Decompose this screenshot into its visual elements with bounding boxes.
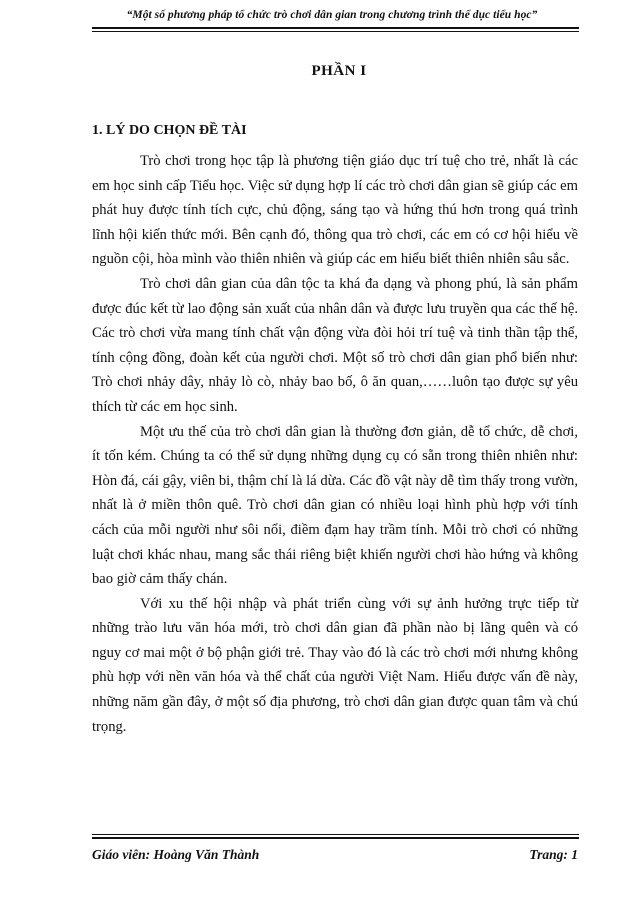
paragraph: Một ưu thế của trò chơi dân gian là thường đơn giản, dễ tổ chức, dễ chơi, ít tốn kém. Chúng ta có thể sử dụng những dụng cụ có sẵn trong thiên nhiên như: Hòn đá, cái gậy, viên bi, thậm chí là lá dừa. Các đồ vật này dễ tìm thấy trong vườn, nhất là ở miền thôn quê. Trò chơi dân gian có nhiều loại hình phù hợp với tính cách của mỗi người như sôi nổi, điềm đạm hay trầm tính. Mỗi trò chơi có những luật chơi khác nhau, mang sắc thái riêng biệt khiến người chơi hào hứng và không bao giờ cảm thấy chán. [92,423,578,588]
body-text [92,149,578,739]
section-heading: 1. LÝ DO CHỌN ĐỀ TÀI [92,123,247,138]
running-header-title: “Một số phương pháp tổ chức trò chơi dân gian trong chương trình thể dục tiểu học” [126,9,538,21]
paragraph: Với xu thế hội nhập và phát triển cùng với sự ảnh hưởng trực tiếp từ những trào lưu văn hóa mới, trò chơi dân gian đã phần nào bị lãng quên và có nguy cơ mai một ở bộ phận giới trẻ. Thay vào đó là các trò chơi mới nhưng không phù hợp với nền văn hóa và thể chất của người Việt Nam. Hiểu được vấn đề này, những năm gần đây, ở một số địa phương, trò chơi dân gian được quan tâm và chú trọng. [92,595,578,735]
footer-page-number: Trang: 1 [529,847,578,862]
footer-rule-thick [92,837,579,839]
part-title: PHẦN I [311,63,367,79]
paragraph: Trò chơi trong học tập là phương tiện giáo dục trí tuệ cho trẻ, nhất là các em học sinh cấp Tiểu học. Việc sử dụng hợp lí các trò chơi dân gian sẽ giúp các em phát huy được tính tích cực, chủ động, sáng tạo và hứng thú hơn trong quá trình lĩnh hội kiến thức mới. Bên cạnh đó, thông qua trò chơi, các em có cơ hội hiểu về nguồn cội, hòa mình vào thiên nhiên và giúp các em hiểu biết thiên nhiên sâu sắc. [92,153,578,268]
header-rule-thick [92,27,579,29]
footer-teacher: Giáo viên: Hoàng Văn Thành [92,847,260,862]
paragraph: Trò chơi dân gian của dân tộc ta khá đa dạng và phong phú, là sản phẩm được đúc kết từ lao động sản xuất của nhân dân và được lưu truyền qua các thế hệ. Các trò chơi vừa mang tính chất vận động vừa đòi hỏi trí tuệ và tinh thần tập thể, tính cộng đồng, đoàn kết của người chơi. Một số trò chơi dân gian phổ biến như: Trò chơi nhảy dây, nhảy lò cò, nhảy bao bố, ô ăn quan,……luôn tạo được sự yêu thích từ các em học sinh. [92,275,578,415]
footer-rule-thin [92,834,579,835]
header-rule-thin [92,31,579,32]
